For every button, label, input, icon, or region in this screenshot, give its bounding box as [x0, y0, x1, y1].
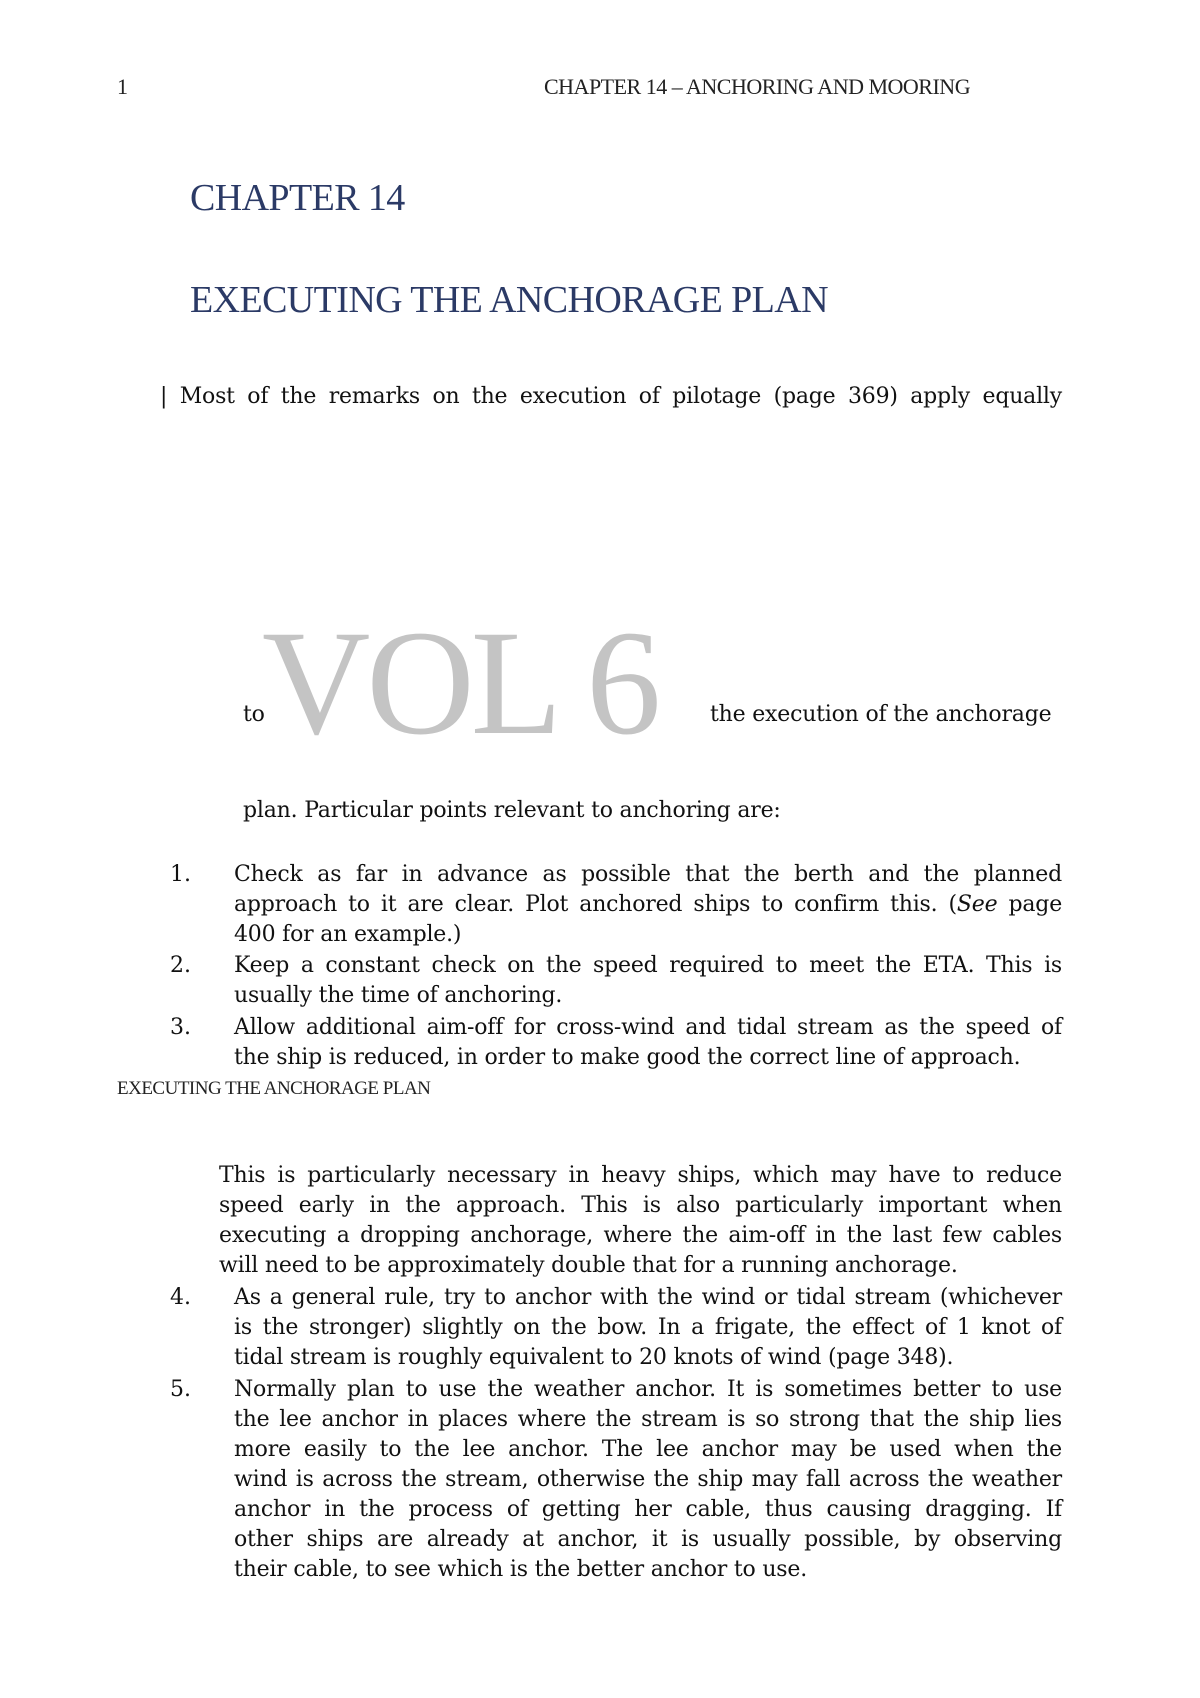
list-item-line: Check as far in advance as possible that the berth and the planned	[234, 862, 1062, 887]
volume-watermark: VOL 6	[262, 600, 658, 766]
list-item-line: usually the time of anchoring.	[234, 983, 563, 1008]
list-item-number: 3.	[170, 1015, 191, 1040]
see-reference: See	[956, 892, 998, 917]
list-item-number: 2.	[170, 953, 191, 978]
chapter-number: CHAPTER 14	[190, 177, 405, 219]
list-item-number: 4.	[170, 1285, 191, 1310]
list-item-line: other ships are already at anchor, it is usually possible, by observing	[234, 1527, 1062, 1552]
intro-line-1: | Most of the remarks on the execution of pilotage (page 369) apply equally	[160, 384, 1062, 409]
section-label: EXECUTING THE ANCHORAGE PLAN	[117, 1078, 431, 1099]
list-item-line: Allow additional aim-off for cross-wind and tidal stream as the speed of	[234, 1015, 1062, 1040]
list-item-number: 5.	[170, 1377, 191, 1402]
list-item-line: As a general rule, try to anchor with the wind or tidal stream (whichever	[234, 1285, 1062, 1310]
list-item-line: tidal stream is roughly equivalent to 20 knots of wind (page 348).	[234, 1345, 954, 1370]
continuation-line: speed early in the approach. This is also particularly important when	[219, 1193, 1062, 1218]
list-item-line: is the stronger) slightly on the bow. In a frigate, the effect of 1 knot of	[234, 1315, 1062, 1340]
running-header: CHAPTER 14 – ANCHORING AND MOORING	[544, 74, 971, 99]
intro-line-2-right: the execution of the anchorage	[710, 702, 1052, 727]
list-item-line: more easily to the lee anchor. The lee anchor may be used when the	[234, 1437, 1062, 1462]
list-item-line: Normally plan to use the weather anchor. It is sometimes better to use	[234, 1377, 1062, 1402]
intro-line-3: plan. Particular points relevant to anchoring are:	[243, 798, 781, 823]
list-item-line: the ship is reduced, in order to make good the correct line of approach.	[234, 1045, 1021, 1070]
list-item-line: Keep a constant check on the speed required to meet the ETA. This is	[234, 953, 1062, 978]
list-item-line: 400 for an example.)	[234, 922, 462, 947]
list-item-line: the lee anchor in places where the stream is so strong that the ship lies	[234, 1407, 1062, 1432]
page-number: 1	[117, 74, 128, 99]
list-item-line: anchor in the process of getting her cable, thus causing dragging. If	[234, 1497, 1062, 1522]
list-item-line: approach to it are clear. Plot anchored ships to confirm this. (See page	[234, 892, 1063, 917]
intro-line-2-left: to	[243, 702, 265, 727]
continuation-line: executing a dropping anchorage, where the aim-off in the last few cables	[219, 1223, 1062, 1248]
list-item-line: their cable, to see which is the better anchor to use.	[234, 1557, 807, 1582]
list-item-number: 1.	[170, 862, 191, 887]
list-item-line: wind is across the stream, otherwise the ship may fall across the weather	[234, 1467, 1062, 1492]
continuation-line: will need to be approximately double that for a running anchorage.	[219, 1253, 958, 1278]
continuation-line: This is particularly necessary in heavy ships, which may have to reduce	[219, 1163, 1062, 1188]
chapter-title: EXECUTING THE ANCHORAGE PLAN	[190, 279, 828, 321]
